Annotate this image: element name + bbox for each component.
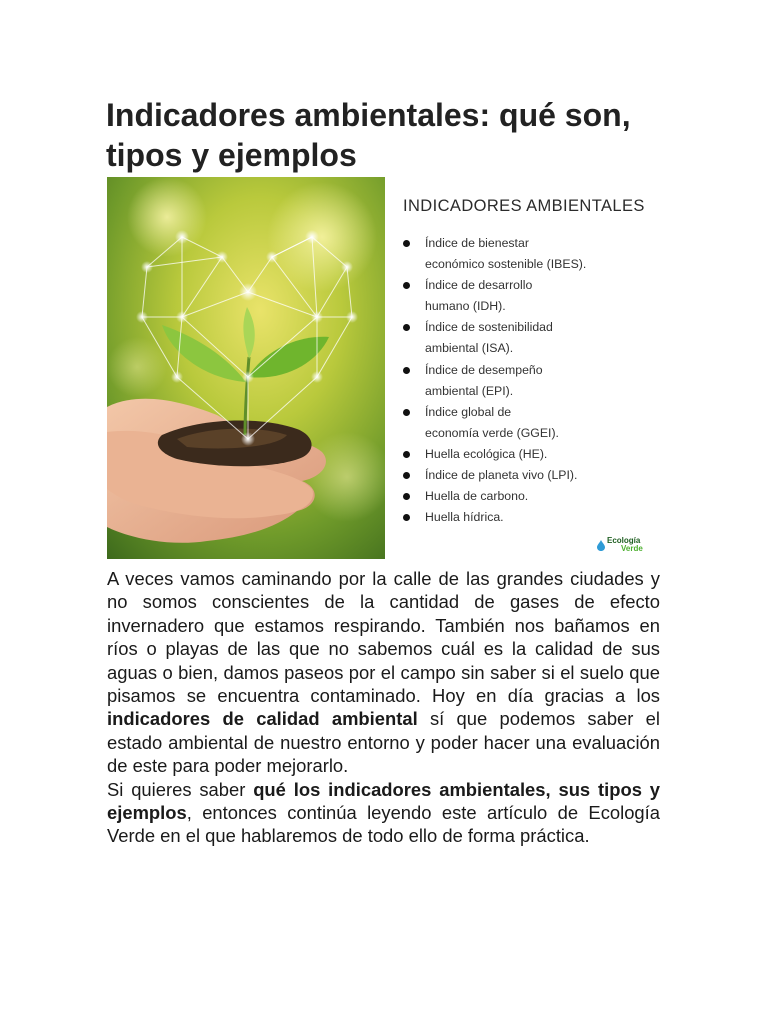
list-item: Índice de sostenibilidad ambiental (ISA). [401, 317, 661, 359]
list-item: Índice global de economía verde (GGEI). [401, 402, 661, 444]
bullet-icon [403, 514, 410, 521]
brand-name-line2: Verde [621, 544, 643, 553]
list-item: Huella ecológica (HE). [401, 444, 661, 465]
intro2-bold-term: qué los indicadores ambientales, sus tipos y ejemplos [107, 778, 660, 824]
list-item: Índice de bienestar económico sostenible (IBES). [401, 233, 661, 275]
intro-paragraph [107, 567, 660, 848]
article-title: Indicadores ambientales: qué son, tipos y ejemplos [106, 97, 631, 173]
ecologia-verde-logo [597, 535, 643, 555]
brand-name-line1: Ecología [607, 536, 641, 545]
bullet-icon [403, 451, 410, 458]
list-item: Índice de planeta vivo (LPI). [401, 465, 661, 486]
info-heading: INDICADORES AMBIENTALES [403, 197, 645, 215]
list-item: Índice de desempeño ambiental (EPI). [401, 360, 661, 402]
hands-seedling-photo [107, 177, 385, 559]
article-figure [107, 177, 669, 559]
indicator-info-panel [385, 177, 669, 559]
bullet-icon [403, 240, 410, 247]
bullet-icon [403, 282, 410, 289]
bullet-icon [403, 472, 410, 479]
list-item: Huella de carbono. [401, 486, 661, 507]
list-item: Huella hídrica. [401, 507, 661, 528]
water-drop-icon [597, 540, 605, 551]
bullet-icon [403, 409, 410, 416]
intro2-text: Si quieres saber [107, 778, 254, 800]
intro2-text-cont: , entonces continúa leyendo este artículo de Ecología Verde en el que hablaremos de todo ello de forma práctica. [107, 802, 660, 847]
bullet-icon [403, 493, 410, 500]
list-item: Índice de desarrollo humano (IDH). [401, 275, 661, 317]
intro-text-cont: sí que podemos saber el estado ambiental de nuestro entorno y poder hacer una evaluación de este para poder mejorarlo. [107, 708, 660, 777]
bullet-icon [403, 324, 410, 331]
bullet-icon [403, 367, 410, 374]
intro-text: A veces vamos caminando por la calle de las grandes ciudades y no somos conscientes de la cantidad de gases de efecto invernadero que estamos respirando. También nos bañamos en ríos o playas de las que no sabemos cuál es la calidad de sus aguas o bien, damos paseos por el campo sin saber si el suelo que pisamos se encuentra contaminado. Hoy en día gracias a los [107, 568, 660, 707]
intro-bold-term: indicadores de calidad ambiental [107, 708, 418, 730]
indicator-list [401, 233, 661, 528]
